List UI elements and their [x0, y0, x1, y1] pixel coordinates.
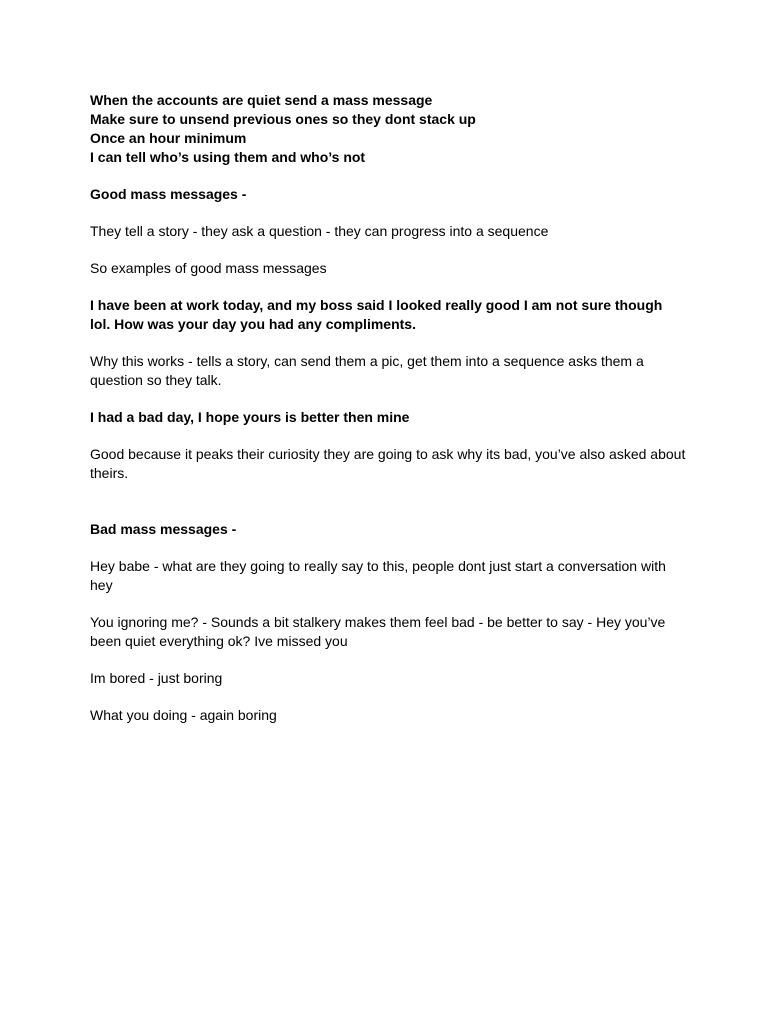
good-reason-2-line: theirs.	[90, 465, 129, 481]
paragraph-gap	[90, 688, 690, 706]
paragraph-gap	[90, 204, 690, 222]
bad-item-4-text: What you doing - again boring	[90, 707, 277, 723]
bad-item-2-line: You ignoring me? - Sounds a bit stalkery makes them feel bad - be better to say - Hey you’ve	[90, 614, 666, 630]
good-description	[90, 222, 690, 241]
good-description-text: They tell a story - they ask a question - they can progress into a sequence	[90, 223, 549, 239]
bad-item-2-line: been quiet everything ok? Ive missed you	[90, 633, 348, 649]
good-heading	[90, 185, 690, 204]
paragraph-gap	[90, 167, 690, 185]
good-reason-1	[90, 352, 690, 390]
bad-item-4	[90, 706, 690, 725]
bad-item-3	[90, 669, 690, 688]
paragraph-gap	[90, 390, 690, 408]
intro-line: I can tell who’s using them and who’s not	[90, 149, 366, 165]
good-reason-2-line: Good because it peaks their curiosity they are going to ask why its bad, you’ve also asked about	[90, 446, 686, 462]
paragraph-gap	[90, 241, 690, 259]
bad-item-1-line: Hey babe - what are they going to really say to this, people dont just start a conversation with	[90, 558, 666, 574]
good-example-1-line: lol. How was your day you had any compliments.	[90, 316, 416, 332]
good-reason-2	[90, 445, 690, 483]
bad-item-1-line: hey	[90, 577, 113, 593]
intro-line: Make sure to unsend previous ones so they dont stack up	[90, 111, 476, 127]
good-example-1	[90, 296, 690, 334]
good-reason-1-line: Why this works - tells a story, can send them a pic, get them into a sequence asks them a	[90, 353, 644, 369]
examples-intro	[90, 259, 690, 278]
paragraph-gap	[90, 278, 690, 296]
intro-line: When the accounts are quiet send a mass message	[90, 92, 433, 108]
good-reason-1-line: question so they talk.	[90, 372, 222, 388]
document-body	[90, 91, 690, 725]
paragraph-gap	[90, 595, 690, 613]
examples-intro-text: So examples of good mass messages	[90, 260, 327, 276]
intro-line: Once an hour minimum	[90, 130, 247, 146]
bad-item-1	[90, 557, 690, 595]
good-example-2-text: I had a bad day, I hope yours is better then mine	[90, 409, 410, 425]
good-example-2	[90, 408, 690, 427]
bad-heading	[90, 520, 690, 539]
section-gap	[90, 483, 690, 520]
paragraph-gap	[90, 539, 690, 557]
good-example-1-line: I have been at work today, and my boss said I looked really good I am not sure though	[90, 297, 663, 313]
intro-paragraph	[90, 91, 690, 167]
paragraph-gap	[90, 427, 690, 445]
bad-item-2	[90, 613, 690, 651]
good-heading-text: Good mass messages -	[90, 186, 247, 202]
paragraph-gap	[90, 334, 690, 352]
bad-item-3-text: Im bored - just boring	[90, 670, 223, 686]
paragraph-gap	[90, 651, 690, 669]
bad-heading-text: Bad mass messages -	[90, 521, 237, 537]
